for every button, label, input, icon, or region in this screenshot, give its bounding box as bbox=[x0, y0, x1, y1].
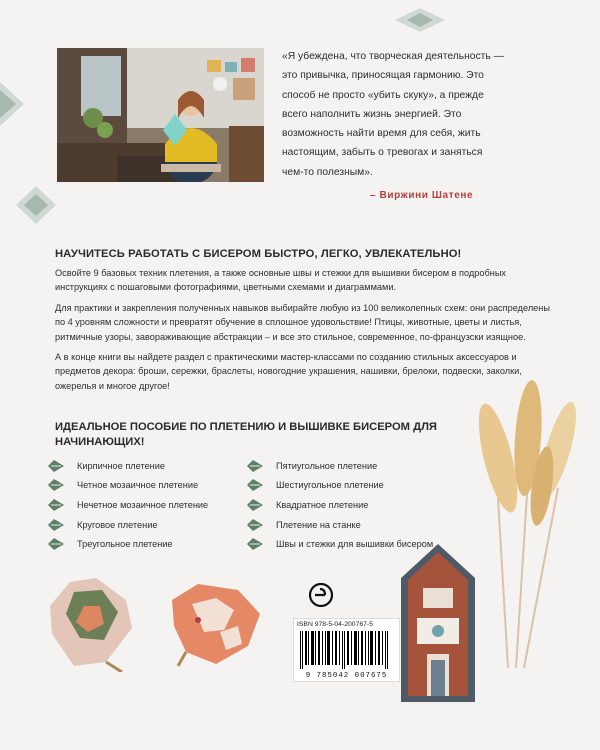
technique-label: Квадратное плетение bbox=[276, 499, 369, 510]
technique-label: Четное мозаичное плетение bbox=[77, 480, 199, 491]
techniques-list-right bbox=[247, 456, 433, 554]
quote-author: – Виржини Шатене bbox=[370, 190, 474, 201]
quote-line: «Я убеждена, что творческая деятельность — bbox=[282, 51, 504, 62]
technique-item bbox=[48, 495, 208, 515]
author-photo-image bbox=[57, 48, 264, 182]
beaded-leaf-bullet-icon bbox=[247, 538, 263, 550]
technique-label: Треугольное плетение bbox=[77, 539, 173, 550]
beaded-leaf-brooch bbox=[44, 576, 136, 672]
technique-item bbox=[247, 456, 433, 476]
description-paragraph: Для практики и закрепления полученных навыков выбирайте любую из 100 великолепных схем: они распределены по 4 уровням сложности и превратят обучение в сплошное удовольствие! Птицы, животные, цветы и листья, ритмичные узоры, завораживающие абстракции – и все это стильное, современное, по-французски изящное. bbox=[55, 302, 550, 342]
author-quote bbox=[282, 47, 562, 182]
beaded-leaf-bullet-icon bbox=[247, 460, 263, 472]
quote-line: это привычка, приносящая гармонию. Это bbox=[282, 70, 484, 82]
technique-label: Шестиугольное плетение bbox=[276, 480, 384, 491]
technique-item bbox=[48, 515, 208, 535]
quote-line: возможность найти время для себя, жить bbox=[282, 128, 481, 140]
beaded-leaf-bullet-icon bbox=[247, 499, 263, 511]
beaded-house-ornament bbox=[397, 542, 479, 702]
technique-label: Кирпичное плетение bbox=[77, 460, 166, 471]
description-paragraph: А в конце книги вы найдете раздел с практическими мастер-классами по созданию стильных аксессуаров и предметов декора: броши, сережки, браслеты, новогодние украшения, нашивки, брелоки, подвески, заколки, ожерелья и многое другое! bbox=[55, 352, 522, 391]
beaded-leaf-bullet-icon bbox=[48, 479, 64, 491]
technique-item bbox=[247, 515, 433, 535]
barcode-graphic bbox=[298, 631, 395, 669]
barcode-number: 9 785042 007675 bbox=[305, 672, 388, 680]
isbn-label: ISBN 978-5-04-200767-5 bbox=[297, 621, 373, 628]
publisher-logo-icon bbox=[309, 583, 333, 607]
beaded-leaf-bullet-icon bbox=[48, 538, 64, 550]
techniques-heading: ИДЕАЛЬНОЕ ПОСОБИЕ ПО ПЛЕТЕНИЮ И ВЫШИВКЕ БИСЕРОМ ДЛЯ НАЧИНАЮЩИХ! bbox=[55, 421, 437, 448]
technique-item bbox=[48, 534, 208, 554]
quote-line: настоящим, забыть о тревогах и заняться bbox=[282, 147, 483, 159]
beaded-leaf-bullet-icon bbox=[48, 460, 64, 472]
description-heading: НАУЧИТЕСЬ РАБОТАТЬ С БИСЕРОМ БЫСТРО, ЛЕГКО, УВЛЕКАТЕЛЬНО! bbox=[55, 248, 462, 260]
quote-line: всего наполнить жизнь энергией. Это bbox=[282, 108, 462, 120]
technique-item bbox=[48, 476, 208, 496]
beaded-leaf-bullet-icon bbox=[48, 519, 64, 531]
technique-item bbox=[247, 495, 433, 515]
technique-label: Плетение на станке bbox=[276, 519, 361, 530]
technique-label: Нечетное мозаичное плетение bbox=[77, 499, 209, 510]
technique-label: Швы и стежки для вышивки бисером bbox=[276, 539, 434, 550]
beaded-snowflake-decoration bbox=[0, 82, 26, 126]
beaded-leaf-bullet-icon bbox=[48, 499, 64, 511]
techniques-list-left bbox=[48, 456, 208, 554]
beaded-leaf-bullet-icon bbox=[247, 519, 263, 531]
beaded-snowflake-decoration bbox=[16, 186, 56, 224]
isbn-barcode bbox=[293, 618, 400, 682]
author-photo bbox=[57, 48, 264, 182]
description-paragraph: Освойте 9 базовых техник плетения, а также основные швы и стежки для вышивки бисером в подробных инструкциях с пошаговыми фотографиями, цветными схемами и диаграммами. bbox=[55, 268, 507, 293]
technique-item bbox=[247, 476, 433, 496]
quote-line: способ не просто «убить скуку», а прежде bbox=[282, 89, 484, 101]
beaded-leaf-bullet-icon bbox=[247, 479, 263, 491]
beaded-bird-brooch bbox=[168, 580, 264, 670]
description-section bbox=[55, 248, 555, 399]
beaded-snowflake-decoration bbox=[395, 8, 445, 32]
technique-item bbox=[48, 456, 208, 476]
technique-label: Пятиугольное плетение bbox=[276, 460, 378, 471]
technique-label: Круговое плетение bbox=[77, 519, 158, 530]
quote-line: чем-то полезным». bbox=[282, 166, 373, 178]
